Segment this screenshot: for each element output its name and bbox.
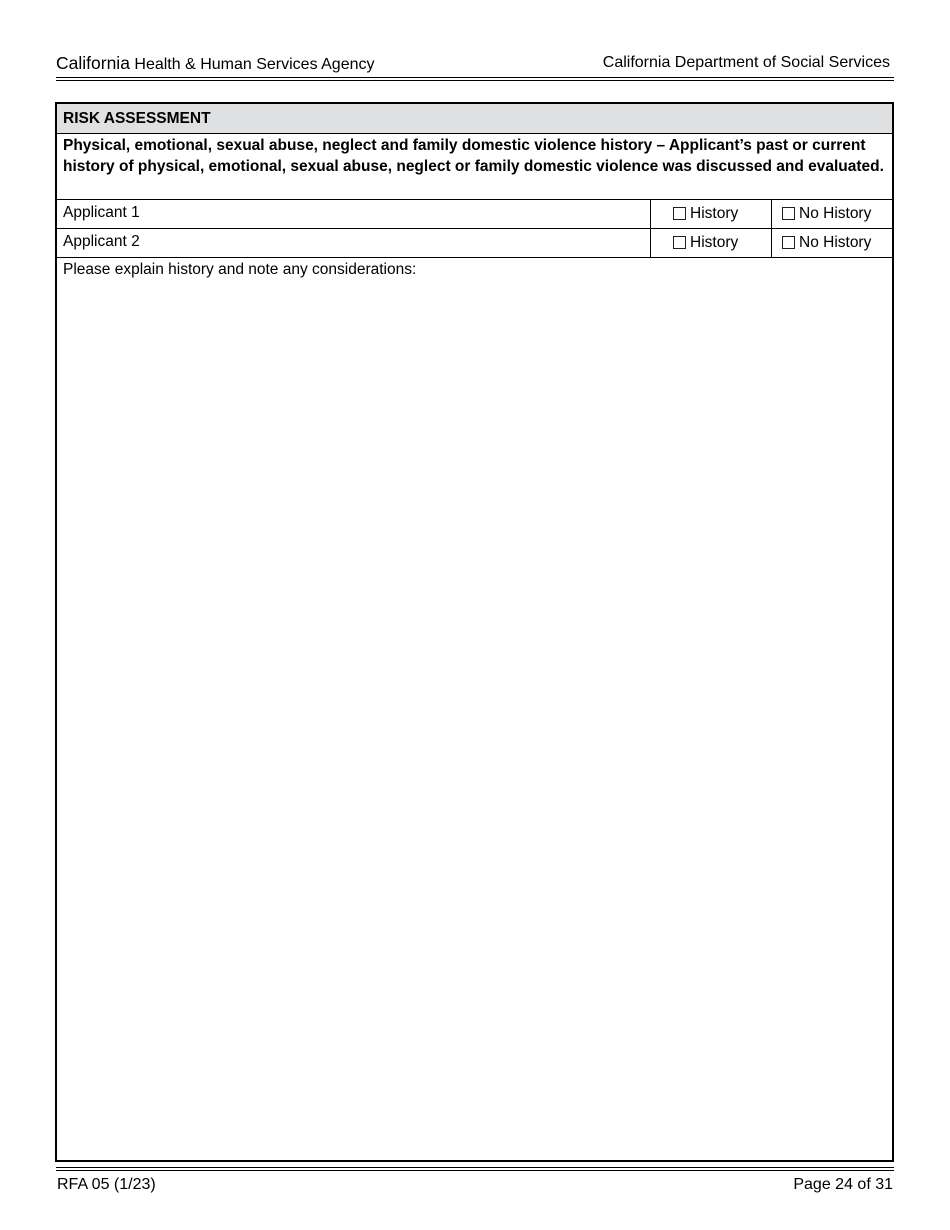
- section-title: RISK ASSESSMENT: [57, 104, 892, 134]
- applicant-2-label: Applicant 2: [57, 229, 651, 257]
- applicant-2-history-checkbox[interactable]: [673, 236, 686, 249]
- risk-assessment-form: [55, 102, 894, 1162]
- page-footer: [56, 1174, 894, 1198]
- applicant-row-2: [57, 229, 892, 258]
- applicant-1-no-history-option[interactable]: [772, 200, 892, 228]
- page-header: [56, 52, 894, 76]
- agency-rest: Health & Human Services Agency: [129, 56, 375, 73]
- no-history-label: No History: [799, 205, 872, 222]
- page-number: Page 24 of 31: [793, 1176, 893, 1193]
- applicant-1-history-checkbox[interactable]: [673, 207, 686, 220]
- explanation-area: [57, 258, 892, 1160]
- question-text: Physical, emotional, sexual abuse, neglect and family domestic violence history – Applicant’s past or current history of physical, emotional, sexual abuse, neglect or family domestic violence was discussed and evaluated.: [57, 134, 892, 200]
- footer-divider: [56, 1167, 894, 1171]
- no-history-label: No History: [799, 234, 872, 251]
- applicant-1-label: Applicant 1: [57, 200, 651, 228]
- applicant-2-history-option[interactable]: [651, 229, 772, 257]
- history-label: History: [690, 234, 739, 251]
- applicant-1-no-history-checkbox[interactable]: [782, 207, 795, 220]
- department-name: California Department of Social Services: [602, 54, 890, 71]
- applicant-row-1: [57, 200, 892, 229]
- header-divider: [56, 77, 894, 81]
- explanation-input[interactable]: [61, 284, 888, 1156]
- agency-name: [56, 52, 375, 76]
- form-number: RFA 05 (1/23): [57, 1176, 156, 1193]
- explanation-label: Please explain history and note any considerations:: [63, 261, 417, 278]
- applicant-2-no-history-checkbox[interactable]: [782, 236, 795, 249]
- agency-state: California: [56, 53, 130, 73]
- applicant-2-no-history-option[interactable]: [772, 229, 892, 257]
- applicant-1-history-option[interactable]: [651, 200, 772, 228]
- history-label: History: [690, 205, 739, 222]
